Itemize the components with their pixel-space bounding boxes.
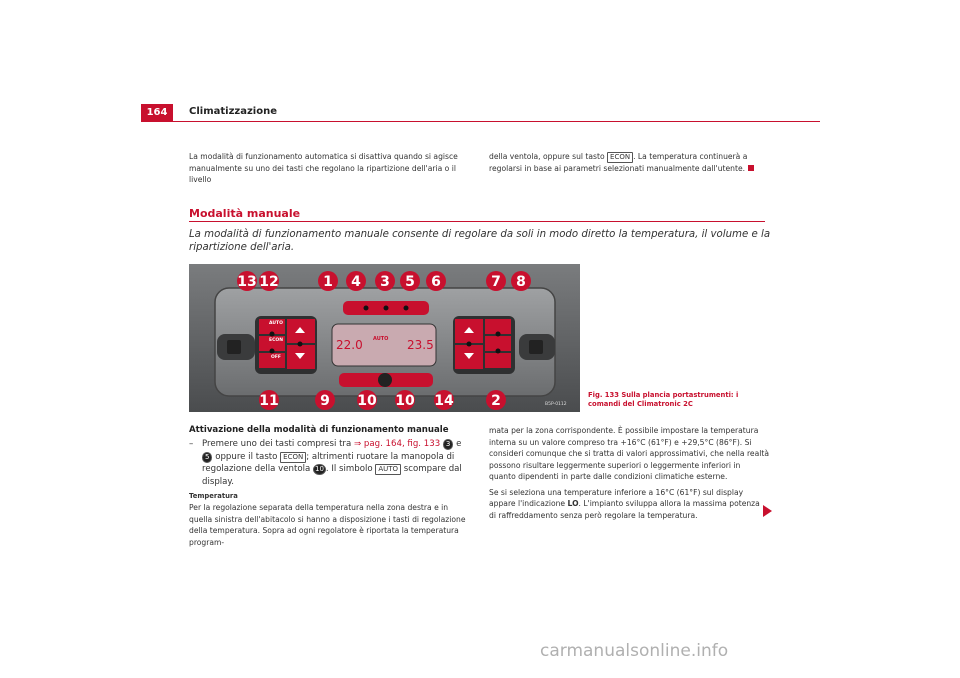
- callout-9: [315, 390, 335, 410]
- ref-badge-5: 5: [202, 452, 212, 463]
- auto-button-label: AUTO: [269, 321, 283, 326]
- callout-number: 12: [259, 274, 279, 290]
- callout-5: [400, 271, 420, 291]
- callout-number: 3: [380, 274, 390, 290]
- callout-number: 14: [434, 393, 454, 409]
- lo-indicator: LO: [567, 499, 579, 508]
- activation-text-3: ; altrimenti ruotare la manopola di regolazione della ventola: [202, 451, 455, 475]
- callout-2: [486, 390, 506, 410]
- temperature-heading: Temperatura: [189, 492, 238, 500]
- figure-code: B5P-0112: [545, 402, 567, 407]
- top-text-right-before: della ventola, oppure sul tasto: [489, 152, 605, 161]
- callout-number: 13: [237, 274, 257, 290]
- auto-key-label: AUTO: [375, 464, 401, 475]
- callout-number: 7: [491, 274, 501, 290]
- callout-10: [395, 390, 415, 410]
- activation-step: [189, 438, 469, 488]
- callout-8: [511, 271, 531, 291]
- callout-number: 8: [516, 274, 526, 290]
- activation-text-2: oppure il tasto: [215, 451, 278, 462]
- section-divider: [189, 221, 765, 222]
- next-page-arrow-icon: [763, 505, 772, 517]
- callout-10: [357, 390, 377, 410]
- temperature-text-left: Per la regolazione separata della temperatura nella zona destra e in quella sinistra dell'abitacolo si hanno a disposizione i tasti di regolazione della temperatura. Sopra ad ogni regolatore è riportata la temperatura program-: [189, 503, 466, 547]
- temperature-block: [189, 492, 469, 548]
- top-text-right: [489, 151, 771, 175]
- callout-number: 6: [431, 274, 441, 290]
- callout-1: [318, 271, 338, 291]
- callout-12: [259, 271, 279, 291]
- ref-badge-10: 10: [314, 465, 324, 474]
- callout-number: 10: [395, 393, 415, 409]
- top-text-right-after: . La temperatura continuerà a regolarsi in base ai parametri selezionati manualmente dall'utente.: [489, 152, 748, 173]
- activation-and: e: [456, 439, 462, 449]
- climatronic-figure: [189, 264, 580, 412]
- display-auto-label: AUTO: [373, 336, 389, 342]
- activation-text-4: . Il simbolo: [325, 464, 373, 475]
- off-button-label: OFF: [271, 355, 281, 360]
- display-temp-right: 23.5: [407, 338, 434, 352]
- callout-7: [486, 271, 506, 291]
- header-divider: [141, 121, 820, 122]
- page-header-title: Climatizzazione: [189, 106, 277, 117]
- callout-number: 4: [351, 274, 361, 290]
- top-text-left: La modalità di funzionamento automatica si disattiva quando si agisce manualmente su uno dei tasti che regolano la ripartizione dell'aria o il livello: [189, 152, 458, 184]
- bullet-dash: –: [189, 439, 194, 449]
- activation-text-1: Premere uno dei tasti compresi tra: [202, 439, 352, 449]
- econ-button-label: ECON: [269, 338, 283, 343]
- display-temp-left: 22.0: [336, 338, 363, 352]
- watermark: carmanualsonline.info: [540, 641, 729, 661]
- activation-heading: Attivazione della modalità di funzionamento manuale: [189, 425, 449, 435]
- callout-number: 9: [320, 393, 330, 409]
- callout-number: 10: [357, 393, 377, 409]
- temperature-text-right-2: [489, 487, 769, 522]
- section-title: Modalità manuale: [189, 207, 301, 220]
- temperature-text-right-1: mata per la zona corrispondente. È possibile impostare la temperatura interna su un valore compreso tra +16°C (61°F) e +29,5°C (86°F). Si consideri comunque che si tratta di valori approssimativi, che nella realtà possono risultare leggermente superiori o leggermente inferiori in quanto dipendenti in parte dalle condizioni climatiche esterne.: [489, 426, 769, 481]
- temperature-continued: [489, 425, 769, 521]
- callout-14: [434, 390, 454, 410]
- section-intro: La modalità di funzionamento manuale consente di regolare da soli in modo diretto la temperatura, il volume e la ripartizione dell'aria.: [189, 229, 771, 253]
- callout-13: [237, 271, 257, 291]
- callout-number: 5: [405, 274, 415, 290]
- econ-key-label: ECON: [607, 152, 633, 163]
- page-number: 164: [141, 104, 173, 122]
- callout-number: 1: [323, 274, 333, 290]
- lo-text-before: Se si seleziona una temperature inferiore a 16°C (61°F) sul display appare l'indicazione: [489, 487, 744, 508]
- callout-11: [259, 390, 279, 410]
- figure-reference-link[interactable]: ⇒ pag. 164, fig. 133: [353, 439, 441, 449]
- end-of-section-icon: [748, 165, 754, 171]
- econ-key-label-2: ECON: [280, 452, 306, 463]
- callout-6: [426, 271, 446, 291]
- activation-text-5: scompare dal display.: [202, 464, 462, 487]
- activation-block: [189, 425, 469, 488]
- figure-caption: Fig. 133 Sulla plancia portastrumenti: i comandi del Climatronic 2C: [588, 391, 739, 408]
- callout-number: 11: [259, 393, 279, 409]
- lo-text-after: . L'impianto sviluppa allora la massima potenza di raffreddamento senza però regolare la temperatura.: [489, 499, 760, 520]
- callout-4: [346, 271, 366, 291]
- ref-badge-3: 3: [443, 439, 453, 450]
- callout-number: 2: [491, 393, 501, 409]
- callout-3: [375, 271, 395, 291]
